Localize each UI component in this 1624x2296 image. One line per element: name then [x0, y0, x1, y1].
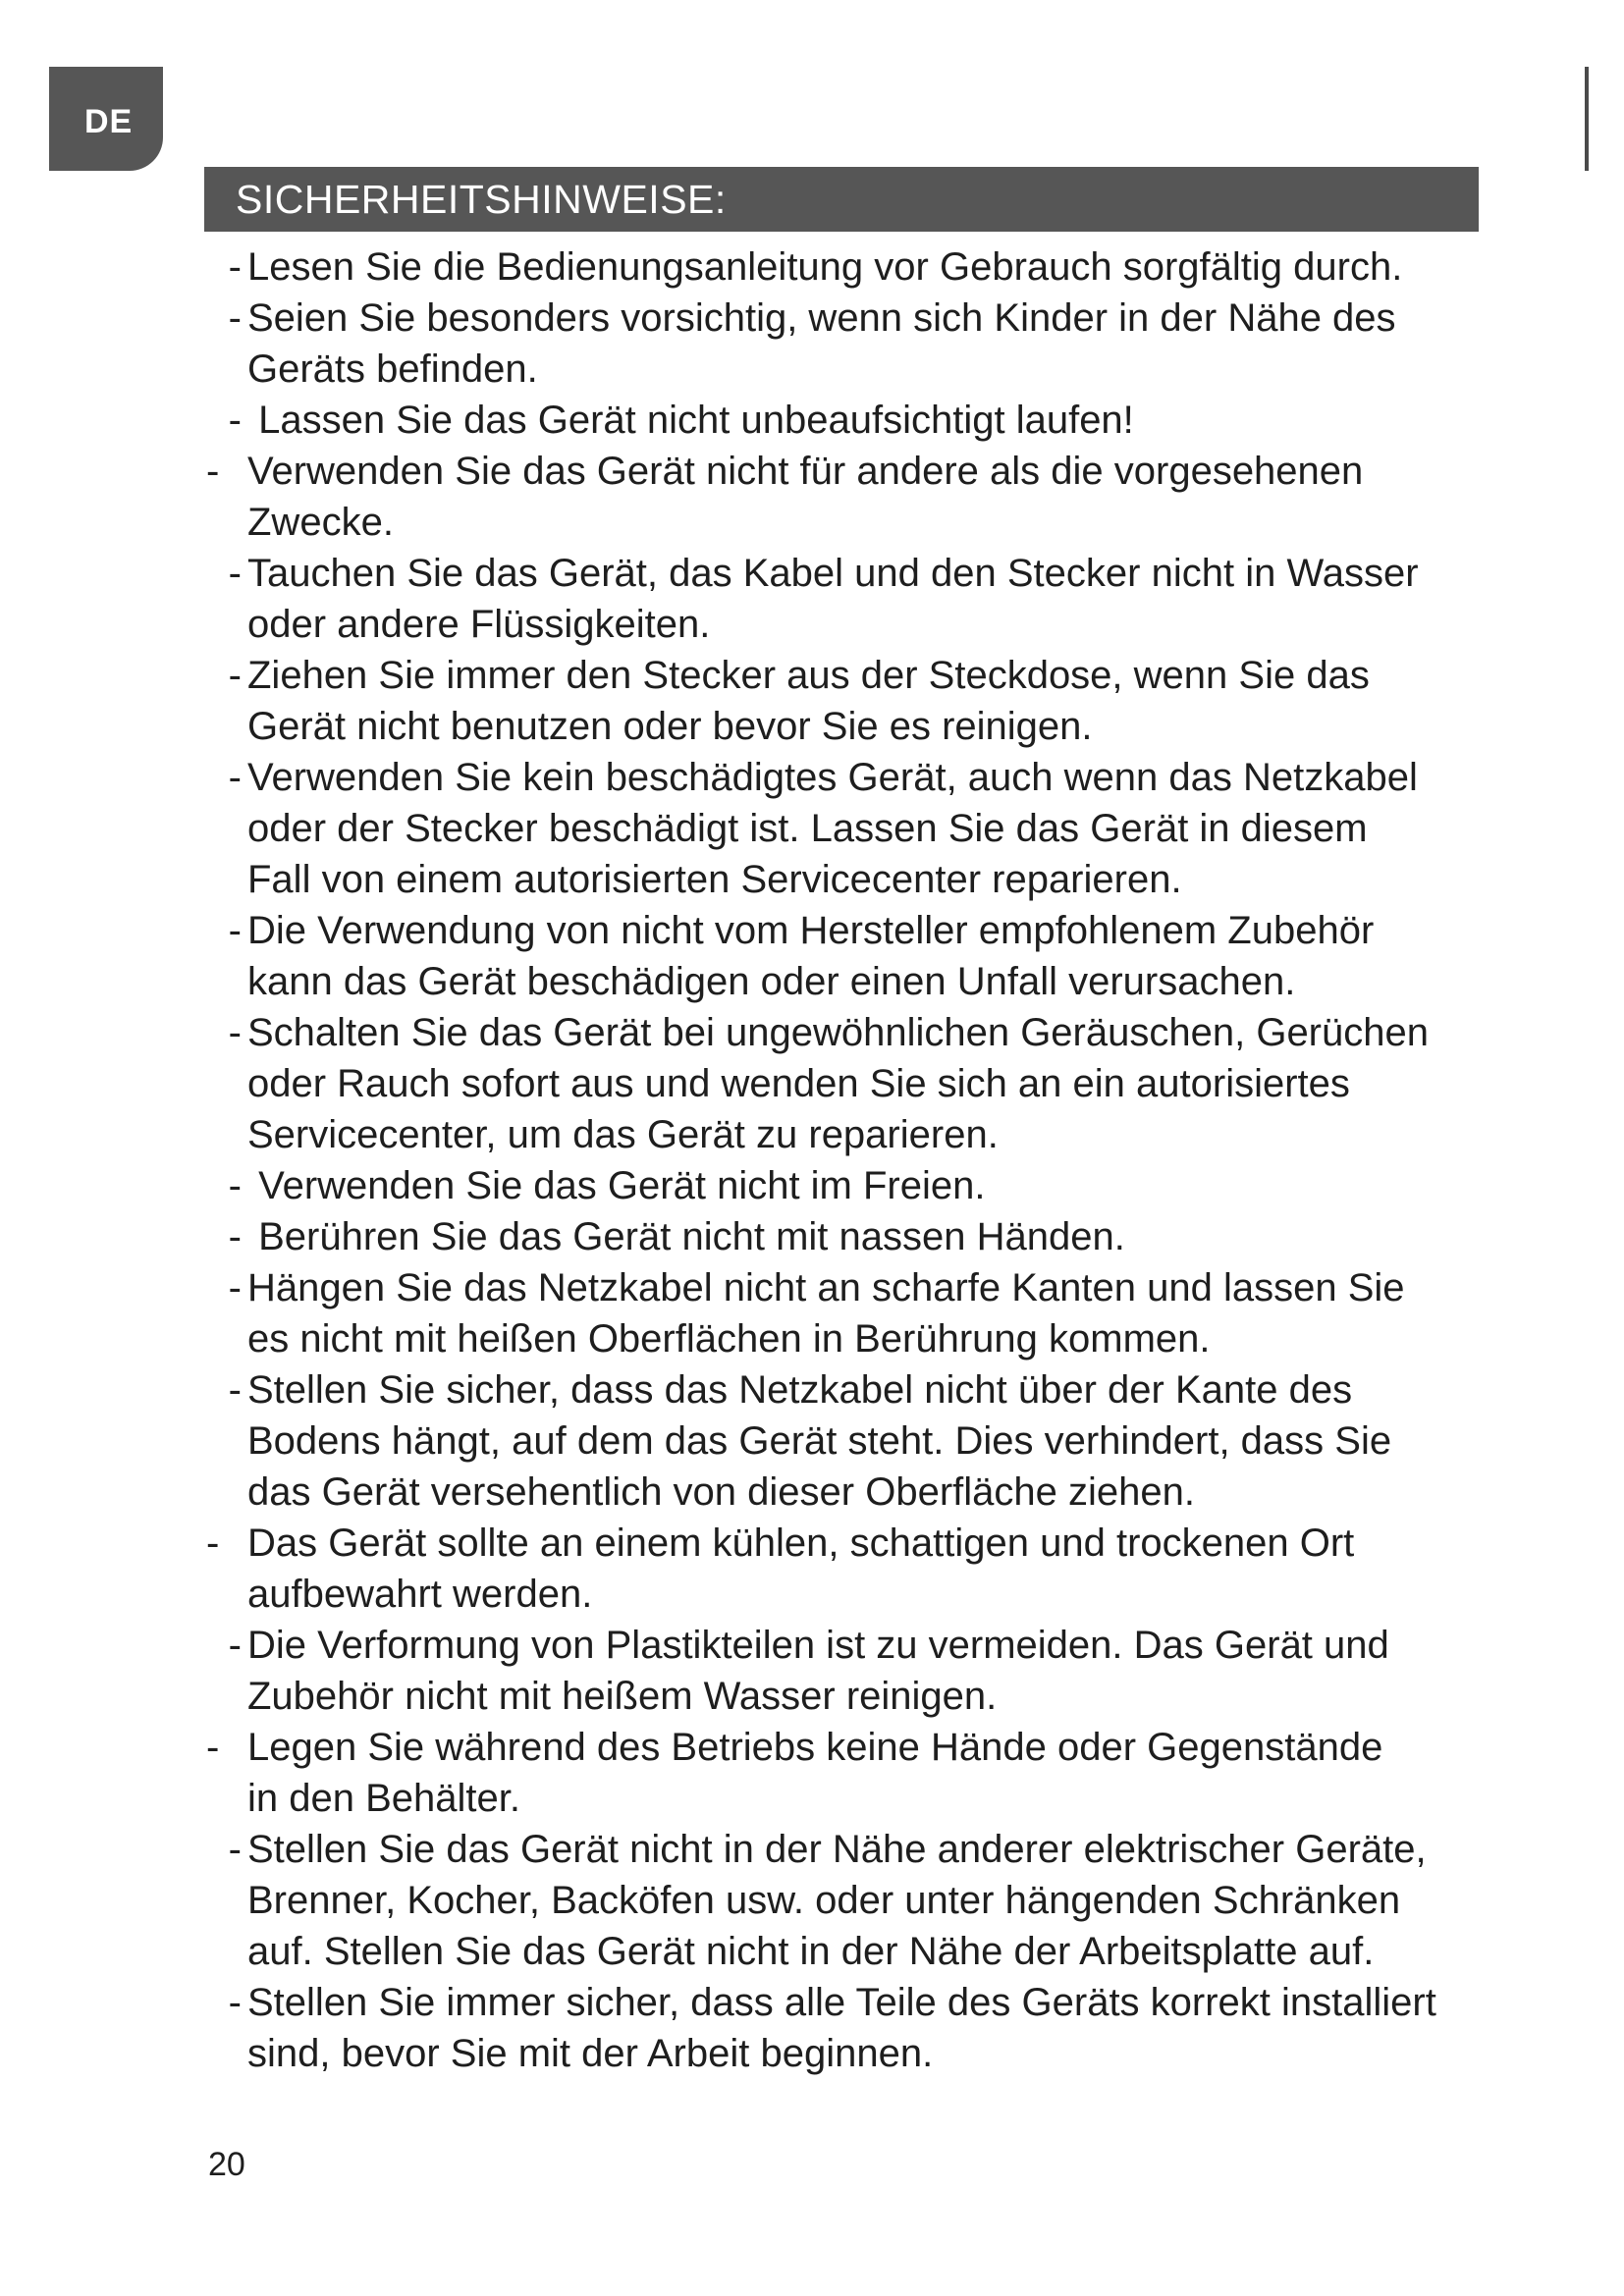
language-tab — [49, 67, 163, 171]
bullet-dash: - — [228, 399, 242, 442]
note-line: Seien Sie besonders vorsichtig, wenn sich Kinder in der Nähe des — [247, 296, 1396, 340]
note-line: Die Verformung von Plastikteilen ist zu vermeiden. Das Gerät und — [247, 1624, 1389, 1667]
bullet-dash: - — [206, 450, 220, 493]
note-line: Zwecke. — [247, 501, 394, 544]
note-line: sind, bevor Sie mit der Arbeit beginnen. — [247, 2032, 934, 2075]
safety-note — [196, 1824, 1532, 1977]
note-line: oder Rauch sofort aus und wenden Sie sich an ein autorisiertes — [247, 1062, 1350, 1105]
note-line: Lesen Sie die Bedienungsanleitung vor Gebrauch sorgfältig durch. — [247, 245, 1403, 289]
note-line: Geräts befinden. — [247, 347, 538, 391]
bullet-dash: - — [228, 1828, 242, 1871]
note-line: Schalten Sie das Gerät bei ungewöhnlichen Geräuschen, Gerüchen — [247, 1011, 1429, 1054]
note-line: kann das Gerät beschädigen oder einen Unfall verursachen. — [247, 960, 1296, 1003]
note-line: oder der Stecker beschädigt ist. Lassen Sie das Gerät in diesem — [247, 807, 1368, 850]
note-line: Lassen Sie das Gerät nicht unbeaufsichtigt laufen! — [247, 399, 1134, 442]
language-tab-label: DE — [84, 102, 134, 140]
note-line: Stellen Sie das Gerät nicht in der Nähe anderer elektrischer Geräte, — [247, 1828, 1427, 1871]
note-line: Die Verwendung von nicht vom Hersteller empfohlenem Zubehör — [247, 909, 1375, 952]
bullet-dash: - — [228, 1368, 242, 1412]
note-line: auf. Stellen Sie das Gerät nicht in der Nähe der Arbeitsplatte auf. — [247, 1930, 1375, 1973]
bullet-dash: - — [228, 654, 242, 697]
page-edge-marker — [1585, 67, 1589, 171]
note-line: Das Gerät sollte an einem kühlen, schattigen und trockenen Ort — [247, 1522, 1355, 1565]
bullet-dash: - — [228, 1624, 242, 1667]
note-line: Ziehen Sie immer den Stecker aus der Steckdose, wenn Sie das — [247, 654, 1370, 697]
note-line: Bodens hängt, auf dem das Gerät steht. Dies verhindert, dass Sie — [247, 1419, 1392, 1463]
bullet-dash: - — [206, 1726, 220, 1769]
safety-note — [196, 293, 1532, 395]
bullet-dash: - — [228, 296, 242, 340]
safety-note — [196, 1620, 1532, 1722]
bullet-dash: - — [228, 1981, 242, 2024]
bullet-dash: - — [228, 1164, 242, 1207]
safety-note — [196, 446, 1532, 548]
bullet-dash: - — [228, 756, 242, 799]
note-line: Servicecenter, um das Gerät zu reparieren. — [247, 1113, 999, 1156]
note-line: Gerät nicht benutzen oder bevor Sie es reinigen. — [247, 705, 1093, 748]
note-line: oder andere Flüssigkeiten. — [247, 603, 711, 646]
safety-note — [196, 1007, 1532, 1160]
note-line: Zubehör nicht mit heißem Wasser reinigen. — [247, 1675, 998, 1718]
note-line: Verwenden Sie kein beschädigtes Gerät, auch wenn das Netzkabel — [247, 756, 1418, 799]
note-line: aufbewahrt werden. — [247, 1573, 593, 1616]
note-line: Stellen Sie immer sicher, dass alle Teile des Geräts korrekt installiert — [247, 1981, 1436, 2024]
note-line: Fall von einem autorisierten Servicecenter reparieren. — [247, 858, 1182, 901]
note-line: Verwenden Sie das Gerät nicht im Freien. — [247, 1164, 986, 1207]
bullet-dash: - — [228, 552, 242, 595]
safety-note — [196, 1364, 1532, 1518]
bullet-dash: - — [228, 1215, 242, 1258]
safety-note — [196, 1211, 1532, 1262]
safety-note — [196, 1977, 1532, 2079]
safety-note — [196, 1160, 1532, 1211]
safety-note — [196, 752, 1532, 905]
section-title: SICHERHEITSHINWEISE: — [236, 177, 727, 222]
safety-note — [196, 905, 1532, 1007]
note-line: es nicht mit heißen Oberflächen in Berührung kommen. — [247, 1317, 1211, 1361]
safety-notes-list — [196, 241, 1532, 2079]
safety-note — [196, 1722, 1532, 1824]
bullet-dash: - — [228, 245, 242, 289]
note-line: Verwenden Sie das Gerät nicht für andere als die vorgesehenen — [247, 450, 1364, 493]
section-header — [204, 167, 1479, 232]
note-line: Hängen Sie das Netzkabel nicht an scharfe Kanten und lassen Sie — [247, 1266, 1405, 1309]
note-line: das Gerät versehentlich von dieser Oberfläche ziehen. — [247, 1470, 1195, 1514]
note-line: in den Behälter. — [247, 1777, 520, 1820]
note-line: Stellen Sie sicher, dass das Netzkabel nicht über der Kante des — [247, 1368, 1353, 1412]
note-line: Brenner, Kocher, Backöfen usw. oder unter hängenden Schränken — [247, 1879, 1401, 1922]
bullet-dash: - — [228, 909, 242, 952]
bullet-dash: - — [228, 1266, 242, 1309]
safety-note — [196, 395, 1532, 446]
safety-note — [196, 241, 1532, 293]
bullet-dash: - — [228, 1011, 242, 1054]
note-line: Legen Sie während des Betriebs keine Hände oder Gegenstände — [247, 1726, 1383, 1769]
safety-note — [196, 548, 1532, 650]
safety-note — [196, 650, 1532, 752]
safety-note — [196, 1518, 1532, 1620]
page-number: 20 — [208, 2146, 245, 2183]
note-line: Tauchen Sie das Gerät, das Kabel und den Stecker nicht in Wasser — [247, 552, 1419, 595]
safety-note — [196, 1262, 1532, 1364]
bullet-dash: - — [206, 1522, 220, 1565]
note-line: Berühren Sie das Gerät nicht mit nassen Händen. — [247, 1215, 1125, 1258]
